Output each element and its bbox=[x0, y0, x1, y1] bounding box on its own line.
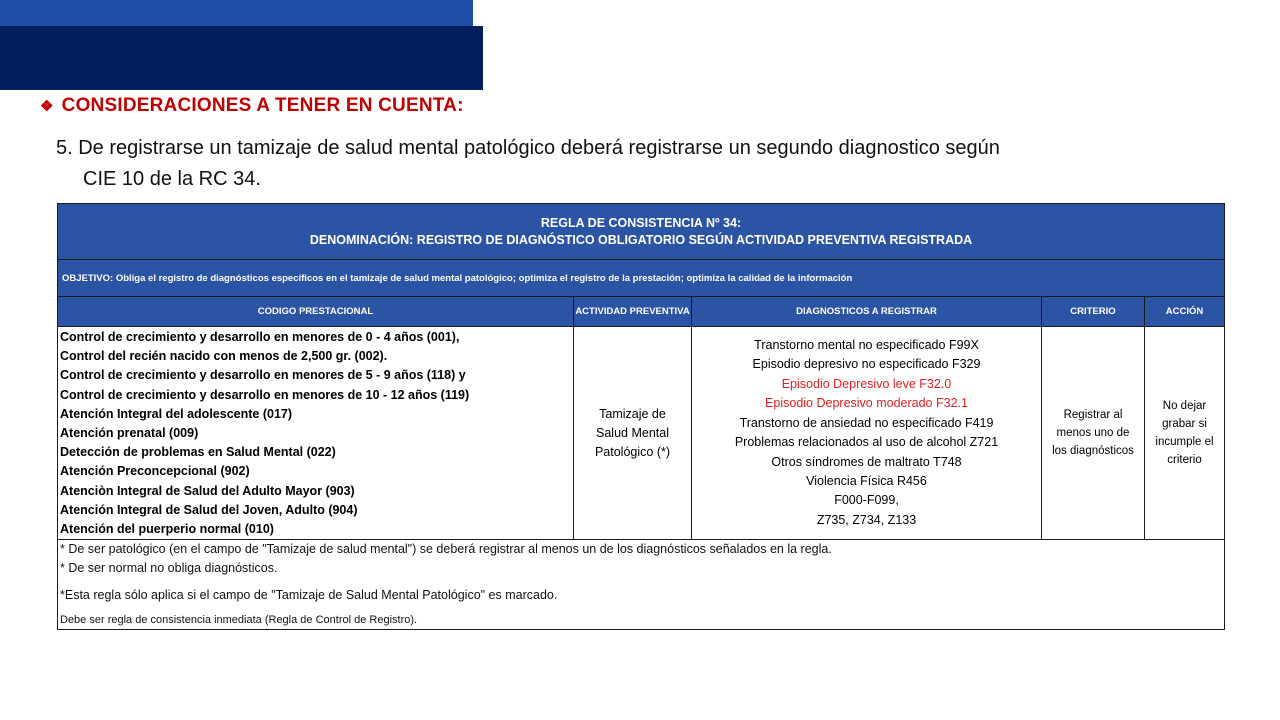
code-item: Control de crecimiento y desarrollo en menores de 5 - 9 años (118) y bbox=[60, 368, 466, 383]
paragraph-line-2: CIE 10 de la RC 34. bbox=[83, 168, 261, 190]
rule-objective: OBJETIVO: Obliga el registro de diagnósticos específicos en el tamizaje de salud mental patológico; optimiza el registro de la prestación; optimiza la calidad de la información bbox=[58, 260, 1225, 297]
code-item: Atenciòn Integral de Salud del Adulto Mayor (903) bbox=[60, 483, 355, 498]
section-heading bbox=[40, 93, 464, 119]
code-item: Atención Preconcepcional (902) bbox=[60, 464, 250, 479]
rule-number: REGLA DE CONSISTENCIA Nº 34: bbox=[540, 215, 742, 230]
diagnoses-cell bbox=[692, 327, 1042, 540]
diagnosis-item: Transtorno mental no especificado F99X bbox=[754, 338, 979, 353]
diamond-bullet-icon: ❖ bbox=[40, 98, 54, 115]
code-item: Detección de problemas en Salud Mental (022) bbox=[60, 445, 336, 460]
action-cell bbox=[1145, 327, 1225, 540]
activity-cell bbox=[574, 327, 692, 540]
section-heading-text: CONSIDERACIONES A TENER EN CUENTA: bbox=[61, 95, 464, 116]
diagnosis-item: F000-F099, bbox=[834, 493, 899, 508]
code-item: Atención del puerperio normal (010) bbox=[60, 522, 274, 537]
column-header-codigo: CODIGO PRESTACIONAL bbox=[58, 297, 574, 327]
consideration-paragraph bbox=[56, 133, 1236, 195]
consistency-rule-table bbox=[57, 203, 1225, 630]
diagnosis-item-highlighted: Episodio Depresivo moderado F32.1 bbox=[765, 396, 968, 411]
note-item: Debe ser regla de consistencia inmediata (Regla de Control de Registro). bbox=[60, 614, 418, 627]
note-item: * De ser normal no obliga diagnósticos. bbox=[60, 561, 278, 576]
note-item: *Esta regla sólo aplica si el campo de "Tamizaje de Salud Mental Patológico" es marcado. bbox=[60, 588, 558, 603]
note-item: * De ser patológico (en el campo de "Tamizaje de salud mental") se deberá registrar al menos un de los diagnósticos señalados en la regla. bbox=[60, 542, 832, 557]
diagnosis-item: Problemas relacionados al uso de alcohol Z721 bbox=[734, 435, 999, 450]
diagnosis-item: Otros síndromes de maltrato T748 bbox=[771, 454, 962, 469]
header-banner bbox=[0, 26, 483, 90]
criterion-line: Registrar al bbox=[1063, 409, 1123, 422]
diagnosis-item-highlighted: Episodio Depresivo leve F32.0 bbox=[781, 376, 952, 391]
code-item: Control de crecimiento y desarrollo en menores de 0 - 4 años (001), bbox=[60, 330, 460, 344]
codes-cell bbox=[58, 327, 574, 540]
notes-cell bbox=[58, 540, 1225, 630]
column-header-actividad: ACTIVIDAD PREVENTIVA bbox=[574, 297, 692, 327]
criterion-line: menos uno de bbox=[1056, 427, 1130, 440]
activity-line: Patológico (*) bbox=[594, 444, 671, 459]
column-header-accion: ACCIÓN bbox=[1145, 297, 1225, 327]
paragraph-line-1: 5. De registrarse un tamizaje de salud mental patológico deberá registrarse un segundo diagnostico según bbox=[56, 137, 1000, 159]
header-banner-top bbox=[0, 0, 473, 26]
criterion-cell bbox=[1042, 327, 1145, 540]
activity-line: Tamizaje de bbox=[599, 406, 666, 421]
action-line: criterio bbox=[1167, 454, 1202, 467]
criterion-line: los diagnósticos bbox=[1052, 445, 1134, 458]
action-line: incumple el bbox=[1155, 436, 1214, 449]
diagnosis-item: Violencia Física R456 bbox=[806, 473, 927, 488]
action-line: No dejar bbox=[1162, 400, 1207, 413]
code-item: Atención Integral del adolescente (017) bbox=[60, 406, 293, 421]
rule-denomination: DENOMINACIÓN: REGISTRO DE DIAGNÓSTICO OBLIGATORIO SEGÚN ACTIVIDAD PREVENTIVA REGISTRADA bbox=[309, 232, 973, 247]
diagnosis-item: Episodio depresivo no especificado F329 bbox=[752, 357, 981, 372]
column-header-diagnosticos: DIAGNOSTICOS A REGISTRAR bbox=[692, 297, 1042, 327]
code-item: Atención Integral de Salud del Joven, Adulto (904) bbox=[60, 502, 358, 517]
activity-line: Salud Mental bbox=[596, 425, 669, 440]
rule-title bbox=[58, 204, 1225, 260]
column-header-criterio: CRITERIO bbox=[1042, 297, 1145, 327]
diagnosis-item: Z735, Z734, Z133 bbox=[816, 512, 917, 527]
diagnosis-item: Transtorno de ansiedad no especificado F419 bbox=[739, 415, 994, 430]
code-item: Control de crecimiento y desarrollo en menores de 10 - 12 años (119) bbox=[60, 387, 470, 402]
action-line: grabar si bbox=[1162, 418, 1207, 431]
code-item: Control del recién nacido con menos de 2,500 gr. (002). bbox=[60, 349, 388, 364]
code-item: Atención prenatal (009) bbox=[60, 426, 199, 441]
